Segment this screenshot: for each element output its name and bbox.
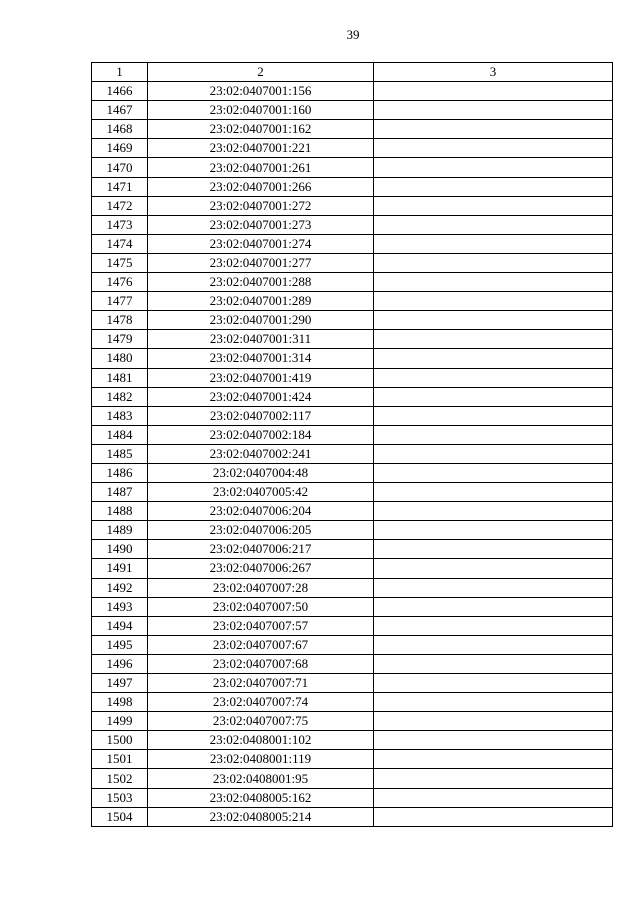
row-number-cell: 1495 — [92, 635, 148, 654]
note-cell — [374, 349, 613, 368]
cadastral-number-cell: 23:02:0407007:57 — [148, 616, 374, 635]
note-cell — [374, 502, 613, 521]
table-row — [92, 769, 613, 788]
page-number: 39 — [346, 27, 360, 42]
cadastral-number-cell: 23:02:0407001:266 — [148, 177, 374, 196]
table-row — [92, 139, 613, 158]
cadastral-number-cell: 23:02:0407001:288 — [148, 273, 374, 292]
table-row — [92, 349, 613, 368]
table-row — [92, 463, 613, 482]
cadastral-number-cell: 23:02:0407006:204 — [148, 502, 374, 521]
table-row — [92, 120, 613, 139]
table-row — [92, 196, 613, 215]
note-cell — [374, 693, 613, 712]
cadastral-number-cell: 23:02:0407001:274 — [148, 234, 374, 253]
row-number-cell: 1491 — [92, 559, 148, 578]
note-cell — [374, 177, 613, 196]
cadastral-number-cell: 23:02:0407001:289 — [148, 292, 374, 311]
cadastral-number-cell: 23:02:0407006:267 — [148, 559, 374, 578]
table-row — [92, 273, 613, 292]
cadastral-number-cell: 23:02:0407005:42 — [148, 483, 374, 502]
note-cell — [374, 731, 613, 750]
row-number-cell: 1502 — [92, 769, 148, 788]
cadastral-number-cell: 23:02:0408001:95 — [148, 769, 374, 788]
cadastral-number-cell: 23:02:0407006:205 — [148, 521, 374, 540]
table-row — [92, 712, 613, 731]
table-header — [92, 63, 613, 82]
cadastral-number-cell: 23:02:0407001:314 — [148, 349, 374, 368]
cadastral-number-cell: 23:02:0407001:221 — [148, 139, 374, 158]
row-number-cell: 1480 — [92, 349, 148, 368]
table-row — [92, 788, 613, 807]
note-cell — [374, 578, 613, 597]
row-number-cell: 1469 — [92, 139, 148, 158]
column-header-1: 1 — [92, 63, 148, 82]
note-cell — [374, 750, 613, 769]
row-number-cell: 1472 — [92, 196, 148, 215]
note-cell — [374, 330, 613, 349]
row-number-cell: 1467 — [92, 101, 148, 120]
note-cell — [374, 368, 613, 387]
note-cell — [374, 139, 613, 158]
header-row — [92, 63, 613, 82]
table-row — [92, 292, 613, 311]
cadastral-number-cell: 23:02:0407001:162 — [148, 120, 374, 139]
note-cell — [374, 406, 613, 425]
table-row — [92, 425, 613, 444]
table-row — [92, 731, 613, 750]
cadastral-number-cell: 23:02:0408001:102 — [148, 731, 374, 750]
table-row — [92, 750, 613, 769]
note-cell — [374, 654, 613, 673]
table-row — [92, 444, 613, 463]
row-number-cell: 1499 — [92, 712, 148, 731]
table-row — [92, 406, 613, 425]
row-number-cell: 1487 — [92, 483, 148, 502]
table-body — [92, 82, 613, 827]
note-cell — [374, 273, 613, 292]
table-row — [92, 158, 613, 177]
table-row — [92, 177, 613, 196]
note-cell — [374, 101, 613, 120]
row-number-cell: 1497 — [92, 674, 148, 693]
note-cell — [374, 234, 613, 253]
cadastral-number-cell: 23:02:0407001:272 — [148, 196, 374, 215]
row-number-cell: 1498 — [92, 693, 148, 712]
cadastral-number-cell: 23:02:0407006:217 — [148, 540, 374, 559]
table-row — [92, 559, 613, 578]
table-row — [92, 253, 613, 272]
row-number-cell: 1482 — [92, 387, 148, 406]
row-number-cell: 1474 — [92, 234, 148, 253]
row-number-cell: 1488 — [92, 502, 148, 521]
row-number-cell: 1476 — [92, 273, 148, 292]
note-cell — [374, 597, 613, 616]
cadastral-number-cell: 23:02:0407007:74 — [148, 693, 374, 712]
row-number-cell: 1504 — [92, 807, 148, 826]
note-cell — [374, 158, 613, 177]
note-cell — [374, 292, 613, 311]
note-cell — [374, 616, 613, 635]
cadastral-number-cell: 23:02:0408005:214 — [148, 807, 374, 826]
note-cell — [374, 387, 613, 406]
cadastral-number-cell: 23:02:0407002:184 — [148, 425, 374, 444]
table-row — [92, 521, 613, 540]
table-row — [92, 311, 613, 330]
table-row — [92, 693, 613, 712]
table-row — [92, 330, 613, 349]
note-cell — [374, 444, 613, 463]
row-number-cell: 1500 — [92, 731, 148, 750]
cadastral-number-cell: 23:02:0408005:162 — [148, 788, 374, 807]
cadastral-number-cell: 23:02:0408001:119 — [148, 750, 374, 769]
row-number-cell: 1475 — [92, 253, 148, 272]
cadastral-number-cell: 23:02:0407007:67 — [148, 635, 374, 654]
row-number-cell: 1489 — [92, 521, 148, 540]
note-cell — [374, 311, 613, 330]
row-number-cell: 1470 — [92, 158, 148, 177]
note-cell — [374, 635, 613, 654]
row-number-cell: 1493 — [92, 597, 148, 616]
table-row — [92, 82, 613, 101]
cadastral-number-cell: 23:02:0407001:419 — [148, 368, 374, 387]
table-row — [92, 635, 613, 654]
cadastral-table — [91, 62, 613, 827]
table-row — [92, 234, 613, 253]
table-row — [92, 387, 613, 406]
cadastral-number-cell: 23:02:0407001:160 — [148, 101, 374, 120]
cadastral-number-cell: 23:02:0407007:71 — [148, 674, 374, 693]
note-cell — [374, 120, 613, 139]
row-number-cell: 1477 — [92, 292, 148, 311]
cadastral-number-cell: 23:02:0407001:277 — [148, 253, 374, 272]
cadastral-number-cell: 23:02:0407004:48 — [148, 463, 374, 482]
note-cell — [374, 769, 613, 788]
table-row — [92, 616, 613, 635]
cadastral-number-cell: 23:02:0407001:261 — [148, 158, 374, 177]
cadastral-number-cell: 23:02:0407007:68 — [148, 654, 374, 673]
note-cell — [374, 674, 613, 693]
row-number-cell: 1485 — [92, 444, 148, 463]
cadastral-number-cell: 23:02:0407001:273 — [148, 215, 374, 234]
row-number-cell: 1492 — [92, 578, 148, 597]
note-cell — [374, 521, 613, 540]
note-cell — [374, 463, 613, 482]
note-cell — [374, 196, 613, 215]
row-number-cell: 1478 — [92, 311, 148, 330]
note-cell — [374, 82, 613, 101]
cadastral-number-cell: 23:02:0407002:117 — [148, 406, 374, 425]
note-cell — [374, 788, 613, 807]
note-cell — [374, 807, 613, 826]
row-number-cell: 1468 — [92, 120, 148, 139]
row-number-cell: 1490 — [92, 540, 148, 559]
cadastral-number-cell: 23:02:0407001:156 — [148, 82, 374, 101]
row-number-cell: 1484 — [92, 425, 148, 444]
cadastral-number-cell: 23:02:0407007:28 — [148, 578, 374, 597]
note-cell — [374, 253, 613, 272]
note-cell — [374, 215, 613, 234]
row-number-cell: 1496 — [92, 654, 148, 673]
row-number-cell: 1479 — [92, 330, 148, 349]
cadastral-number-cell: 23:02:0407001:311 — [148, 330, 374, 349]
table-row — [92, 674, 613, 693]
cadastral-number-cell: 23:02:0407007:50 — [148, 597, 374, 616]
row-number-cell: 1466 — [92, 82, 148, 101]
cadastral-number-cell: 23:02:0407001:424 — [148, 387, 374, 406]
column-header-2: 2 — [148, 63, 374, 82]
table-row — [92, 540, 613, 559]
table-row — [92, 654, 613, 673]
cadastral-number-cell: 23:02:0407007:75 — [148, 712, 374, 731]
table-row — [92, 483, 613, 502]
table-row — [92, 101, 613, 120]
table-row — [92, 215, 613, 234]
note-cell — [374, 712, 613, 731]
note-cell — [374, 540, 613, 559]
table-row — [92, 578, 613, 597]
note-cell — [374, 559, 613, 578]
table-row — [92, 597, 613, 616]
table-row — [92, 807, 613, 826]
row-number-cell: 1481 — [92, 368, 148, 387]
table-row — [92, 368, 613, 387]
cadastral-number-cell: 23:02:0407001:290 — [148, 311, 374, 330]
row-number-cell: 1471 — [92, 177, 148, 196]
column-header-3: 3 — [374, 63, 613, 82]
row-number-cell: 1473 — [92, 215, 148, 234]
note-cell — [374, 425, 613, 444]
row-number-cell: 1494 — [92, 616, 148, 635]
note-cell — [374, 483, 613, 502]
row-number-cell: 1501 — [92, 750, 148, 769]
table-row — [92, 502, 613, 521]
row-number-cell: 1486 — [92, 463, 148, 482]
row-number-cell: 1483 — [92, 406, 148, 425]
cadastral-number-cell: 23:02:0407002:241 — [148, 444, 374, 463]
row-number-cell: 1503 — [92, 788, 148, 807]
